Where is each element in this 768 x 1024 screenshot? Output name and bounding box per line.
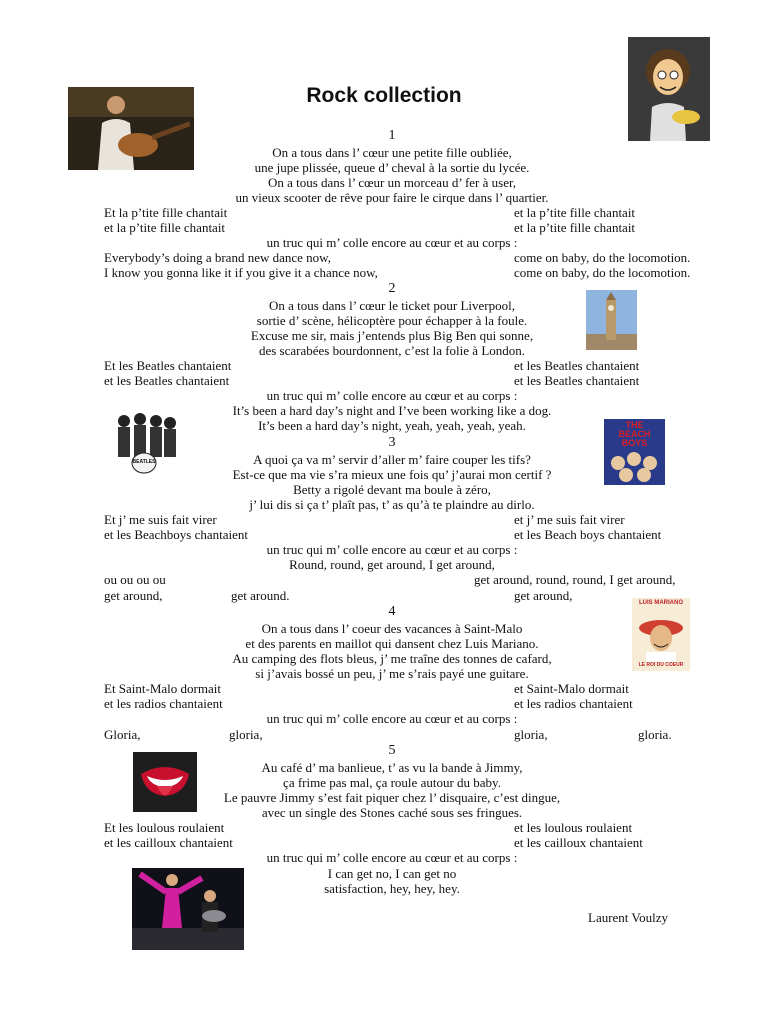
refrain-line: un truc qui m’ colle encore au cœur et au corps : [266, 711, 518, 726]
lyric-right: et les Beatles chantaient [514, 358, 640, 373]
lyric-left: et les radios chantaient [104, 696, 223, 711]
lyric-line: Est-ce que ma vie s’ra mieux une fois qu’ j’aurai mon certif ? [232, 467, 552, 482]
drum-label: BEATLES [132, 459, 156, 465]
lyric-line: Excuse me sir, mais j’entends plus Big Ben qui sonne, [250, 328, 534, 343]
beatles-photo [108, 407, 184, 475]
lyric-line: et des parents en maillot qui dansent chez Luis Mariano. [245, 636, 539, 651]
lyric-line: On a tous dans l’ cœur une petite fille oubliée, [272, 145, 512, 160]
lyric-left: get around, [104, 588, 163, 603]
lyric-line: Au café d’ ma banlieue, t’ as vu la bande à Jimmy, [261, 760, 523, 775]
lyric-right: et les loulous roulaient [514, 820, 633, 835]
verse-number: 2 [388, 281, 396, 296]
lyric-line: It’s been a hard day’s night and I’ve been working like a dog. [232, 403, 552, 418]
rolling-stones-logo [133, 752, 197, 812]
luis-mariano-cover [632, 598, 690, 671]
lyric-right: et les Beach boys chantaient [514, 527, 662, 542]
lyric-line: si j’avais bossé un peu, j’ me s’rais payé une guitare. [255, 666, 529, 681]
lyric-left: et la p’tite fille chantait [104, 220, 226, 235]
lyric-line: On a tous dans l’ coeur des vacances à Saint-Malo [261, 621, 523, 636]
refrain-line: un truc qui m’ colle encore au cœur et au corps : [266, 542, 518, 557]
lyric-left: Et la p’tite fille chantait [104, 205, 228, 220]
refrain-line: un truc qui m’ colle encore au cœur et au corps : [266, 850, 518, 865]
lyric-line: j’ lui dis si ça t’ plaît pas, t’ as qu’à te plaindre au dirlo. [249, 497, 535, 512]
verse-number: 5 [388, 743, 396, 758]
lyric-right: come on baby, do the locomotion. [514, 250, 691, 265]
lyric-line: Betty a rigolé devant ma boule à zéro, [293, 482, 491, 497]
lyric-right: et les radios chantaient [514, 696, 633, 711]
lyric-line: des scarabées bourdonnent, c’est la folie à London. [258, 343, 526, 358]
lyric-line: une jupe plissée, queue d’ cheval à la sortie du lycée. [254, 160, 530, 175]
guitarist-photo [68, 87, 194, 170]
cover-title-boys: BOYS [621, 438, 648, 448]
lyric-line: un vieux scooter de rêve pour faire le cirque dans l’ quartier. [235, 190, 549, 205]
verse-number: 1 [388, 128, 396, 143]
lyric-right: et la p’tite fille chantait [514, 205, 636, 220]
lyric-mid: gloria, [229, 727, 263, 742]
lyric-left: et les Beachboys chantaient [104, 527, 249, 542]
lyric-right: et les cailloux chantaient [514, 835, 643, 850]
lyric-line: A quoi ça va m’ servir d’aller m’ faire couper les tifs? [253, 452, 531, 467]
author-signature: Laurent Voulzy [588, 910, 669, 925]
concert-photo [132, 868, 244, 950]
caricature-portrait [628, 37, 710, 141]
lyric-left: I know you gonna like it if you give it a chance now, [104, 265, 378, 280]
lyric-right: get around, [514, 588, 573, 603]
lyric-line: Le pauvre Jimmy s’est fait piquer chez l’ disquaire, c’est dingue, [223, 790, 561, 805]
lyric-right: come on baby, do the locomotion. [514, 265, 691, 280]
lyric-right: et j’ me suis fait virer [514, 512, 625, 527]
cover-subtitle: LE ROI DU COEUR [638, 662, 684, 668]
refrain-line: un truc qui m’ colle encore au cœur et au corps : [266, 388, 518, 403]
lyric-left: Et Saint-Malo dormait [104, 681, 221, 696]
lyric-mid: get around. [231, 588, 290, 603]
lyric-right: et les Beatles chantaient [514, 373, 640, 388]
lyric-left: Everybody’s doing a brand new dance now, [104, 250, 331, 265]
lyric-line: On a tous dans l’ cœur le ticket pour Liverpool, [269, 298, 515, 313]
lyric-line: Round, round, get around, I get around, [289, 557, 495, 572]
lyric-line: I can get no, I can get no [327, 866, 457, 881]
lyric-right: et Saint-Malo dormait [514, 681, 629, 696]
verse-number: 4 [388, 604, 396, 619]
cover-title-the: THE [625, 420, 644, 430]
lyric-line: avec un single des Stones caché sous ses fringues. [261, 805, 523, 820]
lyric-line: On a tous dans l’ cœur un morceau d’ fer à user, [267, 175, 517, 190]
cover-title-beach: BEACH [618, 429, 651, 439]
lyric-line: Au camping des flots bleus, j’ me traîne des tonnes de cafard, [232, 651, 552, 666]
lyric-left: et les cailloux chantaient [104, 835, 233, 850]
lyric-line: ça frime pas mal, ça roule autour du baby. [283, 775, 501, 790]
beach-boys-cover [604, 419, 665, 485]
lyric-line: sortie d’ scène, hélicoptère pour échapper à la foule. [256, 313, 528, 328]
verse-number: 3 [388, 435, 396, 450]
lyric-left: Et les loulous roulaient [104, 820, 225, 835]
lyric-left: Et les Beatles chantaient [104, 358, 232, 373]
lyric-line: satisfaction, hey, hey, hey. [324, 881, 460, 896]
page-title: Rock collection [306, 84, 462, 107]
refrain-line: un truc qui m’ colle encore au cœur et au corps : [266, 235, 518, 250]
lyric-line: It’s been a hard day’s night, yeah, yeah, yeah, yeah. [258, 418, 526, 433]
lyric-right: et la p’tite fille chantait [514, 220, 636, 235]
lyric-left: Gloria, [104, 727, 141, 742]
lyric-left: Et j’ me suis fait virer [104, 512, 217, 527]
lyric-right: gloria. [638, 727, 672, 742]
big-ben-photo [586, 290, 637, 350]
lyric-left: ou ou ou ou [104, 572, 166, 587]
lyric-right: get around, round, round, I get around, [474, 572, 676, 587]
lyric-right: gloria, [514, 727, 548, 742]
cover-title: LUIS MARIANO [639, 600, 683, 606]
lyric-left: et les Beatles chantaient [104, 373, 230, 388]
